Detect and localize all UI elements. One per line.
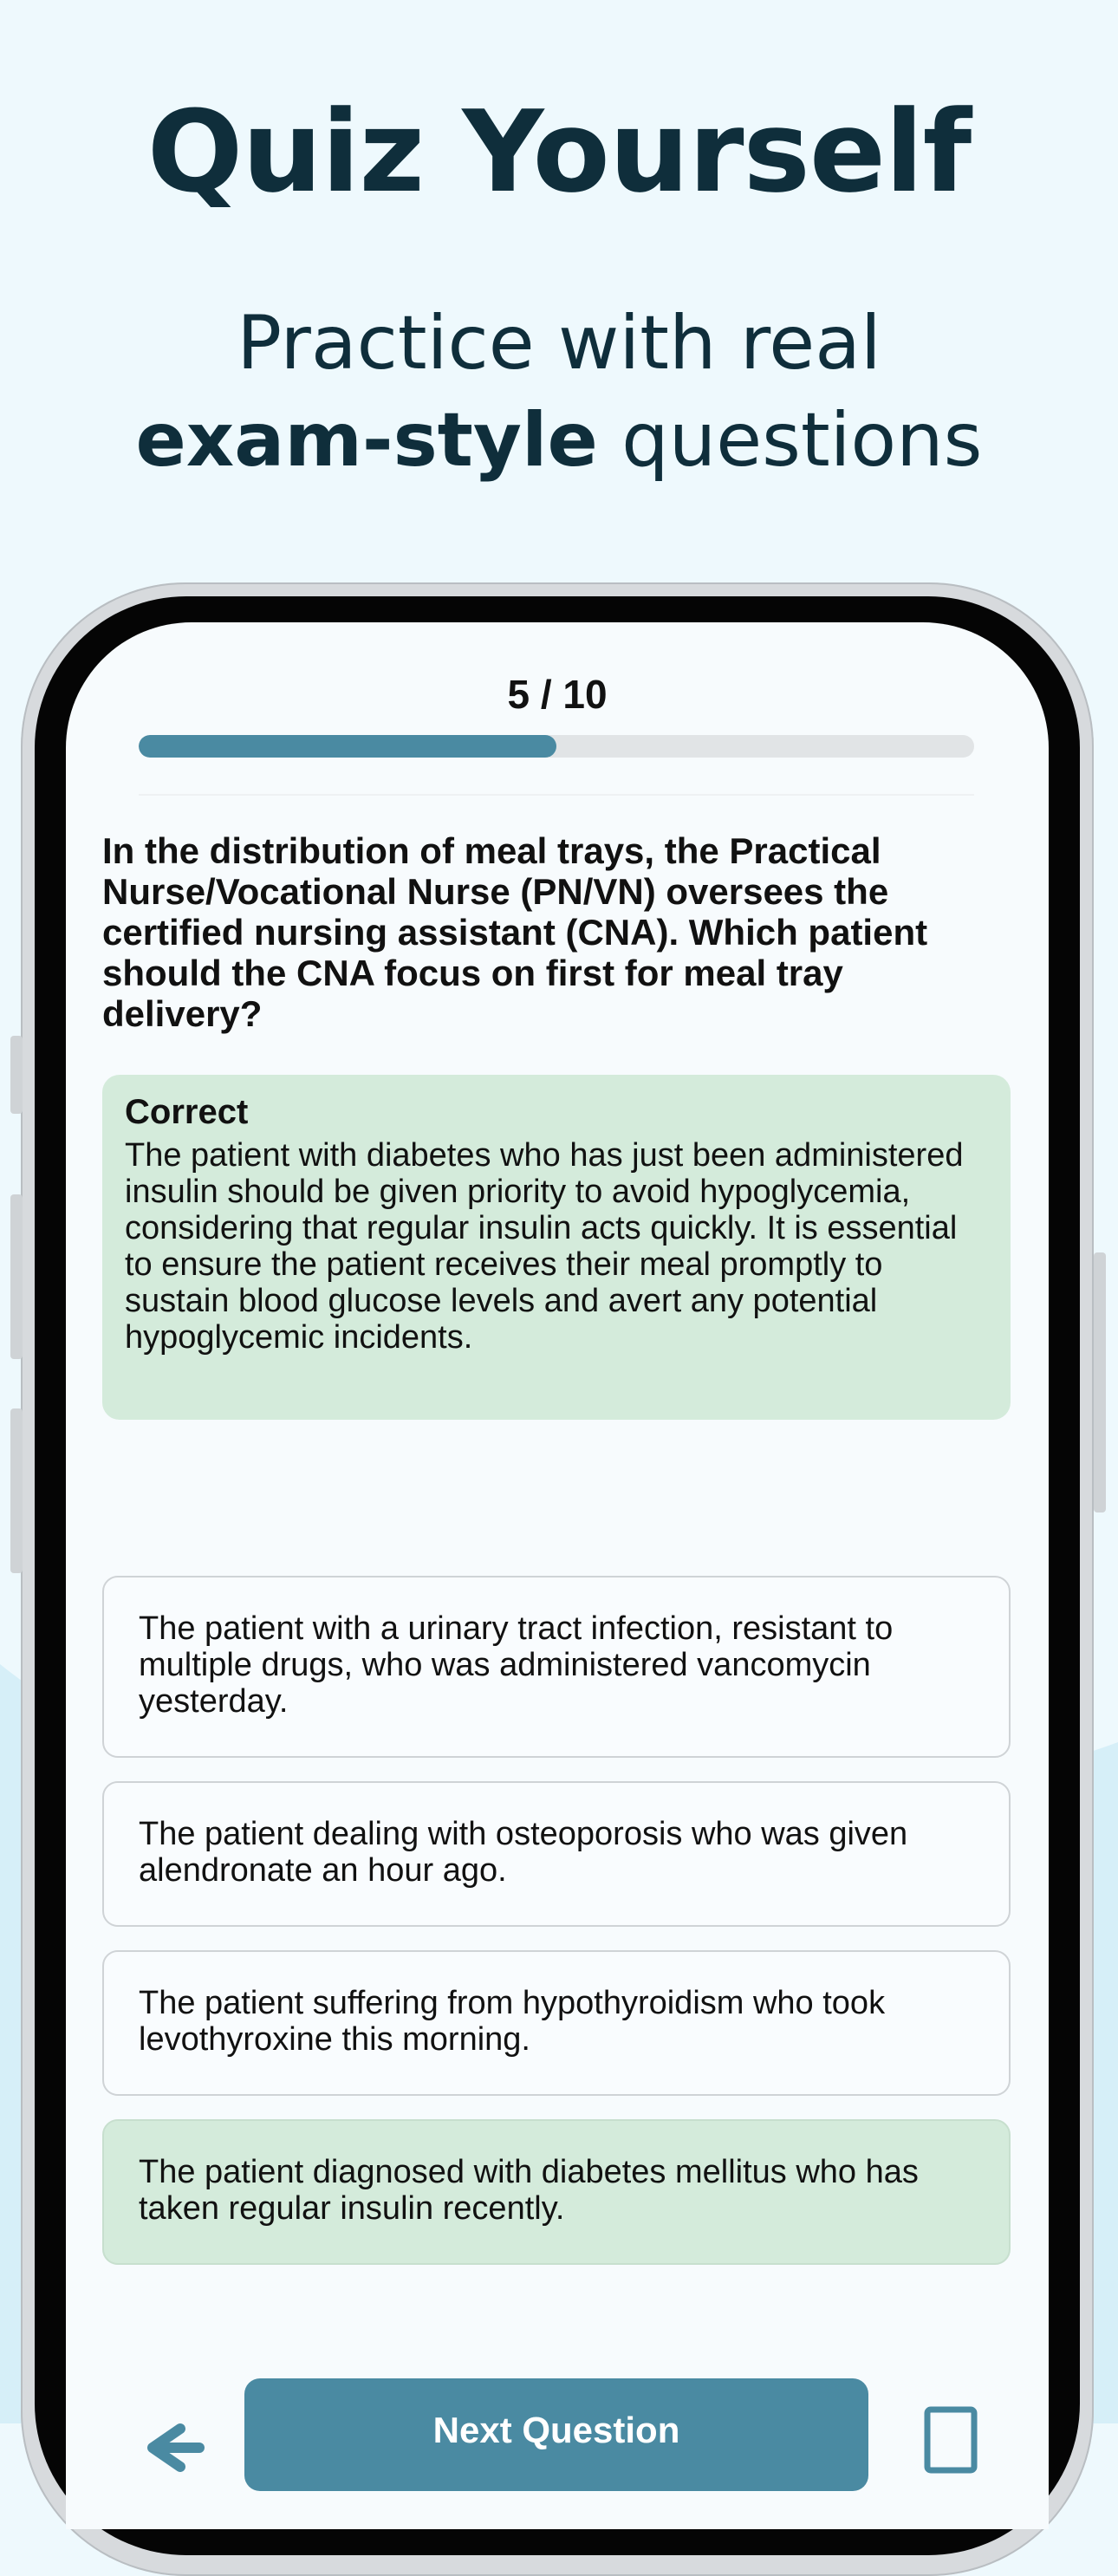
answer-option-text: The patient suffering from hypothyroidism who took levothyroxine this morning. <box>139 1985 886 2058</box>
bottom-bar <box>66 2366 1049 2529</box>
answer-option-text: The patient with a urinary tract infection, resistant to multiple drugs, who was administered vancomycin yesterday. <box>139 1610 894 1720</box>
answer-option[interactable] <box>102 1576 1011 1758</box>
answer-option-correct[interactable] <box>102 2119 1011 2265</box>
marketing-headline: Quiz Yourself <box>146 86 972 218</box>
answer-option[interactable] <box>102 1781 1011 1927</box>
marketing-subline <box>0 295 1118 489</box>
phone-volume-up <box>10 1194 23 1359</box>
back-arrow-icon[interactable] <box>127 2410 205 2488</box>
feedback-panel <box>102 1075 1011 1420</box>
next-question-button[interactable]: Next Question <box>244 2378 868 2491</box>
subline-bold-text: exam-style <box>135 397 598 484</box>
feedback-title: Correct <box>125 1093 249 1131</box>
phone-screen <box>66 622 1049 2529</box>
progress-bar <box>139 735 974 758</box>
bookmark-icon[interactable] <box>920 2404 981 2482</box>
subline-line-2 <box>0 392 1118 489</box>
answer-option-text: The patient dealing with osteoporosis who was given alendronate an hour ago. <box>139 1816 908 1889</box>
phone-power-button <box>1094 1252 1106 1512</box>
subline-line-1: Practice with real <box>237 300 881 387</box>
answer-option[interactable] <box>102 1950 1011 2096</box>
subline-rest-text: questions <box>597 397 983 484</box>
question-text: In the distribution of meal trays, the Practical Nurse/Vocational Nurse (PN/VN) oversees the certified nursing assistant (CNA). Which patient should the CNA focus on first for meal tray delivery? <box>102 830 928 1034</box>
phone-volume-down <box>10 1408 23 1573</box>
question-counter: 5 / 10 <box>507 672 608 717</box>
phone-mute-switch <box>10 1036 23 1114</box>
header-divider <box>139 794 974 796</box>
answer-option-text: The patient diagnosed with diabetes mellitus who has taken regular insulin recently. <box>139 2154 919 2227</box>
progress-fill <box>139 735 556 758</box>
feedback-explanation: The patient with diabetes who has just been administered insulin should be given priority to avoid hypoglycemia, considering that regular insulin acts quickly. It is essential to ensure the patient receives their meal promptly to sustain blood glucose levels and avert any potential hypoglycemic incidents. <box>125 1137 964 1356</box>
